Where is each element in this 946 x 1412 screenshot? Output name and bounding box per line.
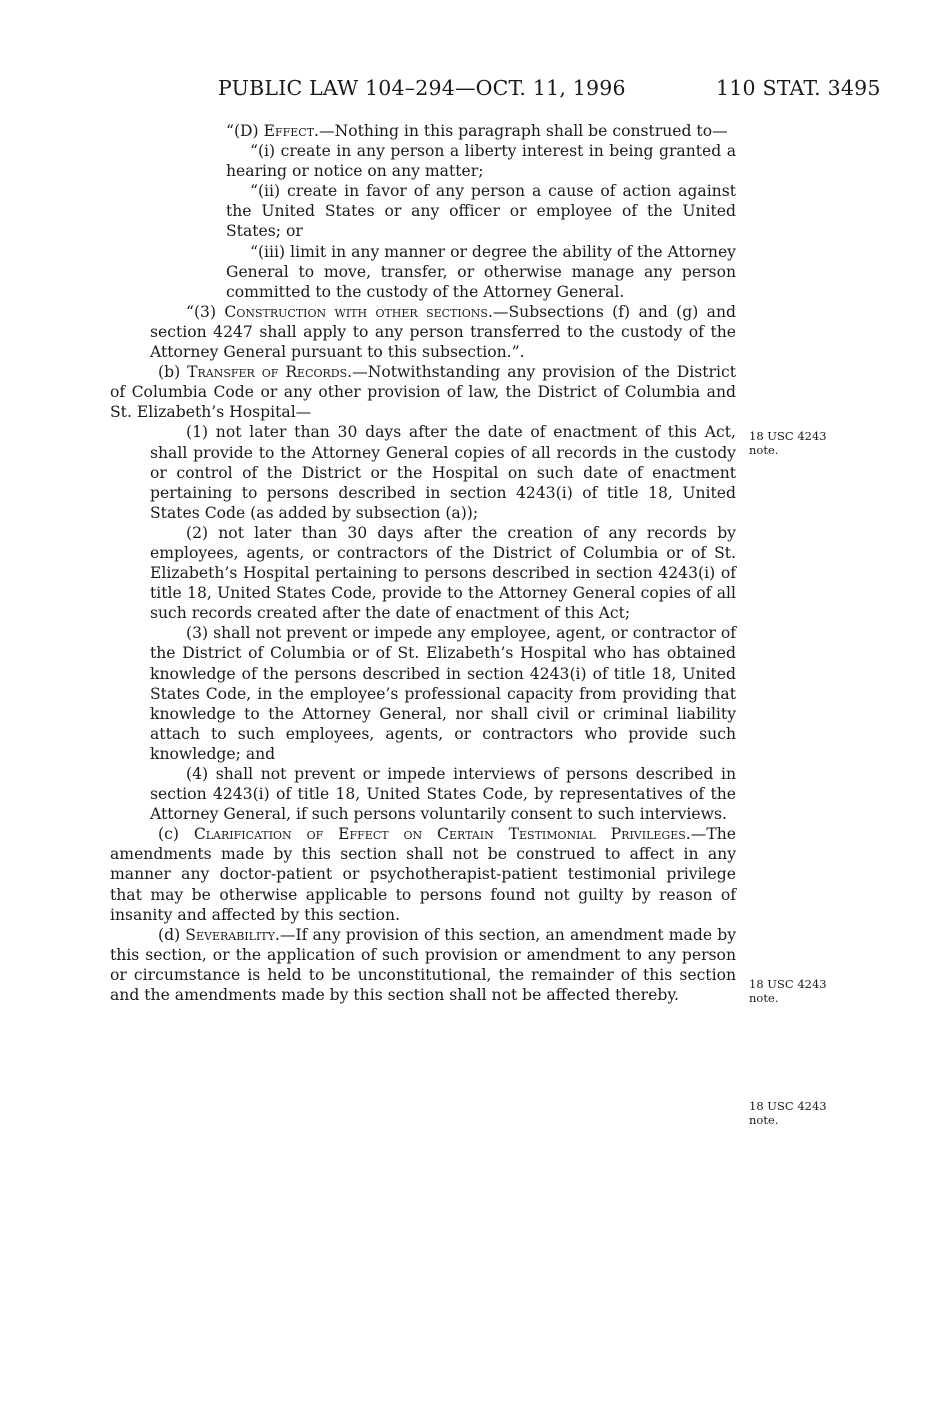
subsection-c-clarification: (c) Clarification of Effect on Certain Testimonial Privileges.—The amendments made by this section shall not be construed to affect in any manner any doctor-patient or psychotherapist-patient testimonial privilege that may be otherwise applicable to persons found not guilty by reason of insanity and affected by this section. <box>110 825 737 924</box>
margin-note-d: 18 USC 4243 note. <box>749 1099 827 1127</box>
margin-note-b: 18 USC 4243 note. <box>749 429 827 457</box>
public-law-citation: PUBLIC LAW 104–294—OCT. 11, 1996 <box>218 76 626 100</box>
item-b-4: (4) shall not prevent or impede interviews of persons described in section 4243(i) of title 18, United States Code, by representatives of the Attorney General, if such persons voluntarily consent to such interviews. <box>150 765 736 824</box>
document-body <box>110 121 736 1005</box>
paragraph-d-effect: “(D) Effect.—Nothing in this paragraph shall be construed to— <box>226 122 728 140</box>
clause-ii: “(ii) create in favor of any person a cause of action against the United States or any officer or employee of the United States; or <box>226 182 736 241</box>
clause-iii: “(iii) limit in any manner or degree the ability of the Attorney General to move, transfer, or otherwise manage any person committed to the custody of the Attorney General. <box>226 242 736 301</box>
heading-clarification: Clarification of Effect on Certain Testimonial Privileges <box>193 825 686 844</box>
subsection-d-severability: (d) Severability.—If any provision of this section, an amendment made by this section, or the application of such provision or amendment to any person or circumstance is held to be unconstitutional, the remainder of this section and the amendments made by this section shall not be affected thereby. <box>110 925 737 1005</box>
statute-page-number: 110 STAT. 3495 <box>716 76 881 100</box>
heading-transfer-of-records: Transfer of Records <box>187 363 348 382</box>
heading-effect: Effect <box>263 122 315 140</box>
heading-severability: Severability <box>185 925 275 944</box>
margin-note-c: 18 USC 4243 note. <box>749 977 827 1005</box>
clause-i: “(i) create in any person a liberty interest in being granted a hearing or notice on any matter; <box>226 142 736 181</box>
item-b-3: (3) shall not prevent or impede any employee, agent, or contractor of the District of Columbia or of St. Elizabeth’s Hospital who has obtained knowledge of the persons described in section 4243(i) of title 18, United States Code, in the employee’s professional capacity from providing that knowledge to the Attorney General, nor shall civil or criminal liability attach to such employees, agents, or contractors who provide such knowledge; and <box>150 624 736 763</box>
subsection-b-transfer-of-records: (b) Transfer of Records.—Notwithstanding any provision of the District of Columbia Code or any other provision of law, the District of Columbia and St. Elizabeth’s Hospital— <box>110 363 736 422</box>
paragraph-3-construction: “(3) Construction with other sections.—Subsections (f) and (g) and section 4247 shall apply to any person transferred to the custody of the Attorney General pursuant to this subsection.”. <box>150 302 736 362</box>
page-header <box>0 76 946 102</box>
item-b-1: (1) not later than 30 days after the date of enactment of this Act, shall provide to the Attorney General copies of all records in the custody or control of the District or the Hospital on such date of enactment pertaining to persons described in section 4243(i) of title 18, United States Code (as added by subsection (a)); <box>150 423 736 522</box>
heading-construction: Construction with other sections <box>224 302 488 321</box>
item-b-2: (2) not later than 30 days after the creation of any records by employees, agents, or contractors of the District of Columbia or of St. Elizabeth’s Hospital pertaining to persons described in section 4243(i) of title 18, United States Code, provide to the Attorney General copies of all such records created after the date of enactment of this Act; <box>150 523 736 623</box>
